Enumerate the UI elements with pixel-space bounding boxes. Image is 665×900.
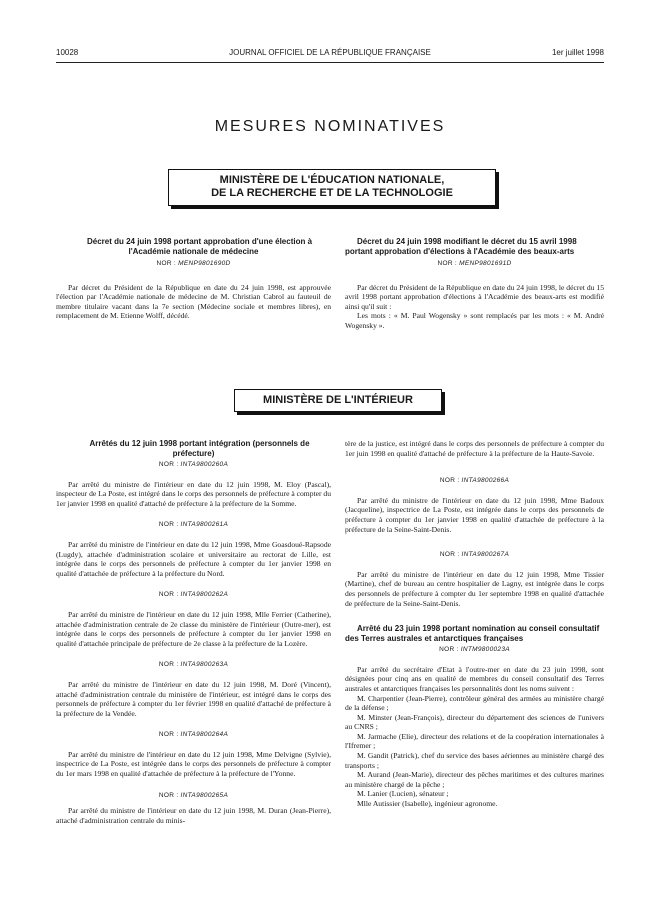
nor-label: NOR : [439, 551, 460, 559]
nor-label: NOR : [439, 477, 460, 485]
page-number: 10028 [56, 48, 79, 57]
decree-title: Décret du 24 juin 1998 modifiant le décret du 15 avril 1998 portant approbation d'élections à l'Académie des beaux-arts [345, 237, 577, 256]
nor-label: NOR : [158, 461, 179, 468]
nor-code: MENP9801690D [178, 260, 231, 267]
nor-reference [56, 730, 331, 740]
ministry-interieur-box [234, 389, 442, 412]
arrete-continuation: tère de la justice, est intégré dans le corps des personnels de préfecture à compter du 1er juin 1998 en qualité d'attaché de préfecture à la préfecture de la Haute-Savoie. [345, 439, 604, 458]
nor-reference [56, 259, 331, 269]
nor-reference [56, 791, 331, 801]
arretes-title: Arrêtés du 12 juin 1998 portant intégration (personnels de préfecture) [89, 439, 310, 458]
arrete-conseil-title: Arrêté du 23 juin 1998 portant nomination au conseil consultatif des Terres australes et antarctiques françaises [345, 624, 600, 643]
nor-code: INTM9800023A [460, 646, 510, 654]
arrete-body: Par arrêté du ministre de l'intérieur en date du 12 juin 1998, Mme Tissier (Martine), chef de bureau au centre hospitalier de Lagny, est intégrée dans le corps des personnels de préfecture à compter du 1er septembre 1998 en qualité d'attachée de préfecture de la Seine-Saint-Denis. [345, 569, 604, 608]
nor-label: NOR : [158, 791, 179, 799]
member-item: M. Gandit (Patrick), chef du service des bases aériennes au ministère chargé des transports ; [345, 751, 604, 770]
nor-code: INTA9800260A [180, 461, 229, 468]
arrete-body: Par arrêté du ministre de l'intérieur en date du 12 juin 1998, Mlle Ferrier (Catherine), attachée d'administration centrale de 2e classe du ministère de l'intérieur (Outre-mer), est intégrée dans le corps des personnels de préfecture à compter du 1er janvier 1998 en qualité d'attachée principale de préfecture de 2e classe à la préfecture de la Lozère. [56, 609, 331, 648]
arrete-body: Par arrêté du ministre de l'intérieur en date du 12 juin 1998, M. Doré (Vincent), attaché d'administration centrale du ministère de l'intérieur, est intégré dans le corps des personnels de préfecture à compter du 1er février 1998 en qualité d'attaché de préfecture à la préfecture de la Vendée. [56, 679, 331, 718]
nor-code: INTA9800267A [461, 551, 510, 559]
nor-reference [56, 660, 331, 670]
ministry-line-2: DE LA RECHERCHE ET DE LA TECHNOLOGIE [211, 187, 453, 199]
running-header [56, 48, 604, 60]
nor-reference [56, 590, 331, 600]
nor-reference [56, 520, 331, 530]
issue-date: 1er juillet 1998 [551, 48, 604, 57]
nor-reference [345, 645, 604, 655]
ministry-education-box [168, 169, 496, 206]
nor-code: INTA9800264A [180, 731, 229, 739]
nor-code: MENP9801691D [459, 260, 512, 267]
arrete-body: Par arrêté du ministre de l'intérieur en date du 12 juin 1998, Mme Badoux (Jacqueline), inspectrice de La Poste, est intégrée dans le corps des personnels de préfecture à compter du 1er janvier 1998 en qualité d'attachée de préfecture à la préfecture de la Seine-Saint-Denis. [345, 495, 604, 534]
nor-label: NOR : [439, 646, 459, 654]
arrete-body: Par arrêté du ministre de l'intérieur en date du 12 juin 1998, M. Eloy (Pascal), inspecteur de La Poste, est intégré dans le corps des personnels de préfecture à compter du 1er janvier 1998 en qualité d'attaché de préfecture à la préfecture de la Somme. [56, 479, 331, 508]
arrete-conseil-intro: Par arrêté du secrétaire d'Etat à l'outre-mer en date du 23 juin 1998, sont désignées pour cinq ans en qualité de membres du conseil consultatif des Terres australes et antarctiques françaises les personnalités dont les noms suivent : [345, 664, 604, 693]
arretes-integration [56, 439, 331, 825]
member-item: Mlle Autissier (Isabelle), ingénieur agronome. [357, 799, 498, 809]
nor-code: INTA9800261A [180, 521, 229, 529]
ministry-line-1: MINISTÈRE DE L'INTÉRIEUR [263, 394, 413, 406]
decree-body: Par décret du Président de la République en date du 24 juin 1998, est approuvée l'élection par l'Académie nationale de médecine de M. Christian Cabrol au fauteuil de membre titulaire vacant dans la 7e section (Médecine sociale et membres libres), en remplacement de M. Etienne Wolff, décédé. [56, 282, 331, 321]
arrete-body: Par arrêté du ministre de l'intérieur en date du 12 juin 1998, Mme Goasdoué-Rapsode (Lugdy), attachée d'administration scolaire et universitaire au rectorat de Lille, est intégrée dans le corps des personnels de préfecture à compter du 1er janvier 1998 en qualité d'attachée de préfecture à la préfecture du Nord. [56, 539, 331, 578]
nor-reference [56, 460, 331, 470]
member-item: M. Charpentier (Jean-Pierre), contrôleur général des armées au ministère chargé de la défense ; [345, 693, 604, 713]
arretes-integration-continued [345, 439, 604, 809]
nor-reference [345, 476, 604, 486]
arrete-body: Par arrêté du ministre de l'intérieur en date du 12 juin 1998, Mme Delvigne (Sylvie), inspectrice de La Poste, est intégrée dans le corps des personnels de préfecture à compter du 1er mars 1998 en qualité d'attachée de préfecture à la préfecture de l'Yonne. [56, 749, 331, 779]
nor-label: NOR : [437, 260, 458, 267]
nor-code: INTA9800265A [180, 791, 229, 799]
nor-code: INTA9800263A [180, 661, 229, 669]
decree-body: Par décret du Président de la République en date du 24 juin 1998, le décret du 15 avril 1998 portant approbation d'élections à l'Académie des beaux-arts est modifié ainsi qu'il suit : [345, 282, 604, 311]
nor-reference [345, 259, 604, 269]
nor-label: NOR : [158, 591, 179, 599]
nor-code: INTA9800262A [180, 591, 229, 599]
nor-label: NOR : [156, 260, 177, 267]
member-item: M. Aurand (Jean-Marie), directeur des pêches maritimes et des cultures marines au ministère chargé de la pêche ; [345, 770, 604, 789]
journal-title: JOURNAL OFFICIEL DE LA RÉPUBLIQUE FRANÇAISE [229, 48, 431, 57]
ministry-line-1: MINISTÈRE DE L'ÉDUCATION NATIONALE, [219, 174, 445, 186]
member-item: M. Lanier (Lucien), sénateur ; [357, 789, 449, 799]
nor-label: NOR : [158, 521, 179, 529]
arrete-body: Par arrêté du ministre de l'intérieur en date du 12 juin 1998, M. Duran (Jean-Pierre), attaché d'administration centrale du minis- [56, 806, 331, 825]
nor-reference [345, 550, 604, 560]
section-title: MESURES NOMINATIVES [214, 118, 446, 135]
decree-body: Les mots : « M. Paul Wogensky » sont remplacés par les mots : « M. André Wogensky ». [345, 311, 604, 330]
decree-academie-beaux-arts [345, 237, 604, 331]
nor-label: NOR : [158, 661, 179, 669]
member-item: M. Jarmache (Elie), directeur des relations et de la coopération internationales à l'Ifremer ; [345, 731, 604, 751]
header-rule [56, 62, 604, 63]
nor-label: NOR : [158, 731, 179, 739]
member-item: M. Minster (Jean-François), directeur du département des sciences de l'univers au CNRS ; [345, 712, 604, 732]
nor-code: INTA9800266A [461, 477, 510, 485]
decree-academie-medecine [56, 237, 331, 321]
decree-title: Décret du 24 juin 1998 portant approbation d'une élection à l'Académie nationale de médecine [86, 237, 313, 256]
